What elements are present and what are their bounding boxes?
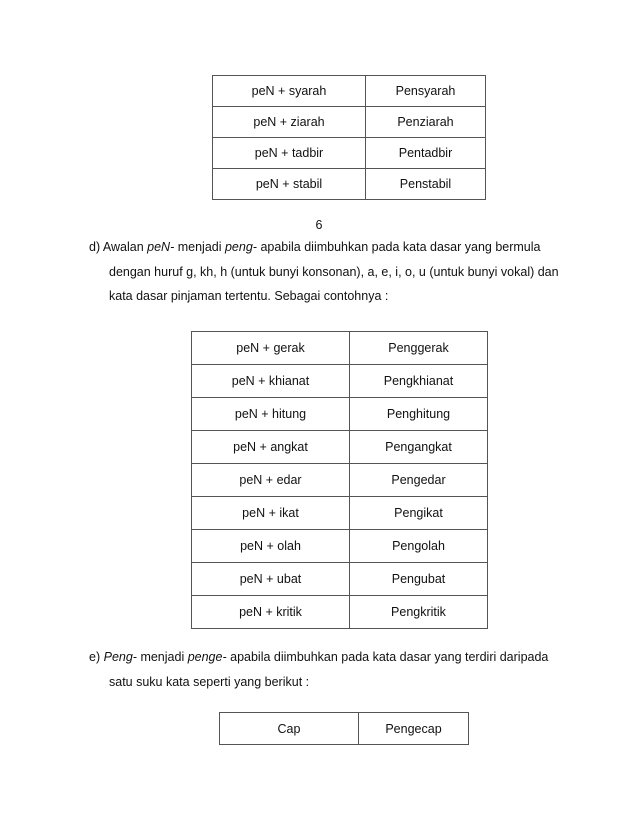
table-cell-result: Pensyarah: [366, 76, 486, 107]
table-row: [192, 365, 488, 398]
table-row: [192, 530, 488, 563]
table-cell-result: Penziarah: [366, 107, 486, 138]
table-cell-base: peN + ziarah: [213, 107, 366, 138]
page-number: 6: [315, 218, 323, 232]
table-row: [192, 332, 488, 365]
table-cell-base: peN + edar: [192, 464, 350, 497]
table-cell-result: Penstabil: [366, 169, 486, 200]
table-cell-result: Pengedar: [350, 464, 488, 497]
table-cell-result: Pengecap: [359, 713, 469, 745]
text: Awalan: [100, 240, 148, 254]
table-cell-base: peN + tadbir: [213, 138, 366, 169]
table-row: [220, 713, 469, 745]
table-cell-base: peN + kritik: [192, 596, 350, 629]
list-marker: e): [89, 650, 101, 664]
table-cell-base: peN + ikat: [192, 497, 350, 530]
table-cell-result: Pengangkat: [350, 431, 488, 464]
text: apabila diimbuhkan pada kata dasar yang bermula: [256, 240, 541, 254]
table-penge-examples: [219, 712, 469, 745]
table-cell-result: Pengkhianat: [350, 365, 488, 398]
table-row: [213, 107, 486, 138]
table-row: [192, 596, 488, 629]
paragraph-line: dengan huruf g, kh, h (untuk bunyi konsonan), a, e, i, o, u (untuk bunyi vokal) dan: [109, 264, 559, 279]
paragraph-line: [89, 645, 564, 670]
table-body: [192, 332, 488, 629]
table-row: [213, 138, 486, 169]
list-marker: d): [89, 240, 101, 254]
italic-term: peN-: [147, 240, 175, 254]
table-cell-base: peN + hitung: [192, 398, 350, 431]
text: apabila diimbuhkan pada kata dasar yang terdiri daripada: [226, 650, 549, 664]
text: menjadi: [136, 650, 188, 664]
paragraph-line: kata dasar pinjaman tertentu. Sebagai contohnya :: [109, 289, 389, 303]
table-row: [192, 398, 488, 431]
italic-term: peng-: [224, 240, 257, 254]
table-cell-base: peN + gerak: [192, 332, 350, 365]
table-cell-result: Pentadbir: [366, 138, 486, 169]
table-pen-examples: [212, 75, 486, 200]
table-row: [213, 169, 486, 200]
table-cell-result: Pengolah: [350, 530, 488, 563]
table-cell-base: peN + ubat: [192, 563, 350, 596]
text: menjadi: [174, 240, 225, 254]
paragraph-line: [89, 235, 564, 260]
table-cell-base: peN + syarah: [213, 76, 366, 107]
table-cell-base: peN + stabil: [213, 169, 366, 200]
table-cell-result: Pengkritik: [350, 596, 488, 629]
table-body: [213, 76, 486, 200]
table-cell-base: peN + angkat: [192, 431, 350, 464]
table-body: [220, 713, 469, 745]
table-cell-base: peN + olah: [192, 530, 350, 563]
table-cell-result: Pengubat: [350, 563, 488, 596]
table-row: [192, 497, 488, 530]
table-cell-result: Penggerak: [350, 332, 488, 365]
table-row: [213, 76, 486, 107]
paragraph-line: satu suku kata seperti yang berikut :: [109, 674, 310, 689]
table-peng-examples: [191, 331, 488, 629]
italic-term: penge-: [187, 650, 227, 664]
table-row: [192, 431, 488, 464]
italic-term: Peng-: [103, 650, 137, 664]
paragraph-d: [89, 235, 564, 309]
table-cell-result: Pengikat: [350, 497, 488, 530]
table-cell-base: Cap: [220, 713, 359, 745]
table-row: [192, 563, 488, 596]
table-cell-base: peN + khianat: [192, 365, 350, 398]
table-row: [192, 464, 488, 497]
paragraph-e: [89, 645, 564, 694]
table-cell-result: Penghitung: [350, 398, 488, 431]
